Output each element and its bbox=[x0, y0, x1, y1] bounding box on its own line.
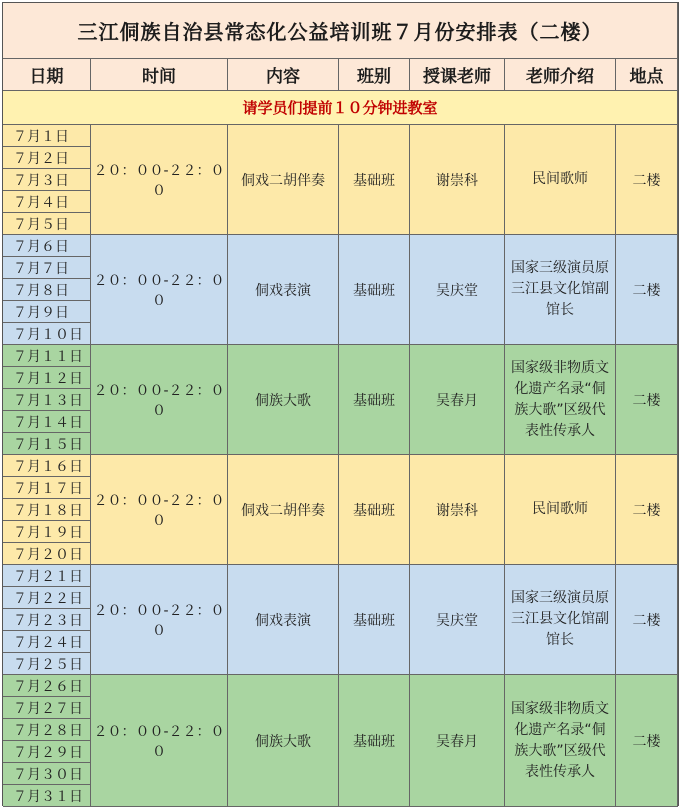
time-cell: ２０：００-２２：００ bbox=[91, 455, 228, 565]
date-cell: ７月２２日 bbox=[3, 587, 91, 609]
class-cell: 基础班 bbox=[339, 125, 410, 235]
header-date: 日期 bbox=[3, 59, 91, 91]
class-cell: 基础班 bbox=[339, 345, 410, 455]
date-cell: ７月２０日 bbox=[3, 543, 91, 565]
date-cell: ７月２９日 bbox=[3, 741, 91, 763]
date-cell: ７月２５日 bbox=[3, 653, 91, 675]
content-cell: 侗戏二胡伴奏 bbox=[228, 125, 339, 235]
date-cell: ７月２７日 bbox=[3, 697, 91, 719]
intro-cell: 民间歌师 bbox=[505, 455, 616, 565]
notice-banner: 请学员们提前１０分钟进教室 bbox=[3, 91, 678, 125]
date-cell: ７月３日 bbox=[3, 169, 91, 191]
date-cell: ７月１５日 bbox=[3, 433, 91, 455]
class-cell: 基础班 bbox=[339, 455, 410, 565]
date-cell: ７月１９日 bbox=[3, 521, 91, 543]
place-cell: 二楼 bbox=[616, 565, 678, 675]
teacher-cell: 吴春月 bbox=[410, 345, 505, 455]
date-cell: ７月１８日 bbox=[3, 499, 91, 521]
header-place: 地点 bbox=[616, 59, 678, 91]
date-cell: ７月２６日 bbox=[3, 675, 91, 697]
class-cell: 基础班 bbox=[339, 235, 410, 345]
header-content: 内容 bbox=[228, 59, 339, 91]
intro-cell: 国家三级演员原三江县文化馆副馆长 bbox=[505, 235, 616, 345]
place-cell: 二楼 bbox=[616, 235, 678, 345]
intro-cell: 民间歌师 bbox=[505, 125, 616, 235]
intro-cell: 国家级非物质文化遗产名录“侗族大歌”区级代表性传承人 bbox=[505, 675, 616, 807]
class-cell: 基础班 bbox=[339, 675, 410, 807]
date-cell: ７月５日 bbox=[3, 213, 91, 235]
date-cell: ７月２日 bbox=[3, 147, 91, 169]
time-cell: ２０：００-２２：００ bbox=[91, 565, 228, 675]
date-cell: ７月４日 bbox=[3, 191, 91, 213]
teacher-cell: 吴春月 bbox=[410, 675, 505, 807]
teacher-cell: 吴庆堂 bbox=[410, 565, 505, 675]
time-cell: ２０：００-２２：００ bbox=[91, 125, 228, 235]
time-cell: ２０：００-２２：００ bbox=[91, 235, 228, 345]
teacher-cell: 谢崇科 bbox=[410, 455, 505, 565]
date-cell: ７月１６日 bbox=[3, 455, 91, 477]
date-cell: ７月７日 bbox=[3, 257, 91, 279]
date-cell: ７月３１日 bbox=[3, 785, 91, 807]
place-cell: 二楼 bbox=[616, 345, 678, 455]
header-teacher: 授课老师 bbox=[410, 59, 505, 91]
header-intro: 老师介绍 bbox=[505, 59, 616, 91]
intro-cell: 国家级非物质文化遗产名录“侗族大歌”区级代表性传承人 bbox=[505, 345, 616, 455]
content-cell: 侗族大歌 bbox=[228, 675, 339, 807]
header-time: 时间 bbox=[91, 59, 228, 91]
content-cell: 侗戏表演 bbox=[228, 235, 339, 345]
date-cell: ７月２１日 bbox=[3, 565, 91, 587]
time-cell: ２０：００-２２：００ bbox=[91, 675, 228, 807]
header-class: 班别 bbox=[339, 59, 410, 91]
class-cell: 基础班 bbox=[339, 565, 410, 675]
place-cell: 二楼 bbox=[616, 125, 678, 235]
intro-cell: 国家三级演员原三江县文化馆副馆长 bbox=[505, 565, 616, 675]
date-cell: ７月１７日 bbox=[3, 477, 91, 499]
content-cell: 侗戏表演 bbox=[228, 565, 339, 675]
schedule-table bbox=[2, 2, 679, 806]
date-cell: ７月２８日 bbox=[3, 719, 91, 741]
place-cell: 二楼 bbox=[616, 675, 678, 807]
content-cell: 侗戏二胡伴奏 bbox=[228, 455, 339, 565]
date-cell: ７月１２日 bbox=[3, 367, 91, 389]
date-cell: ７月１４日 bbox=[3, 411, 91, 433]
date-cell: ７月２４日 bbox=[3, 631, 91, 653]
content-cell: 侗族大歌 bbox=[228, 345, 339, 455]
time-cell: ２０：００-２２：００ bbox=[91, 345, 228, 455]
date-cell: ７月１日 bbox=[3, 125, 91, 147]
teacher-cell: 吴庆堂 bbox=[410, 235, 505, 345]
date-cell: ７月１０日 bbox=[3, 323, 91, 345]
date-cell: ７月３０日 bbox=[3, 763, 91, 785]
date-cell: ７月１３日 bbox=[3, 389, 91, 411]
date-cell: ７月９日 bbox=[3, 301, 91, 323]
date-cell: ７月８日 bbox=[3, 279, 91, 301]
date-cell: ７月１１日 bbox=[3, 345, 91, 367]
table-title: 三江侗族自治县常态化公益培训班７月份安排表（二楼） bbox=[3, 3, 678, 59]
date-cell: ７月２３日 bbox=[3, 609, 91, 631]
teacher-cell: 谢崇科 bbox=[410, 125, 505, 235]
date-cell: ７月６日 bbox=[3, 235, 91, 257]
place-cell: 二楼 bbox=[616, 455, 678, 565]
